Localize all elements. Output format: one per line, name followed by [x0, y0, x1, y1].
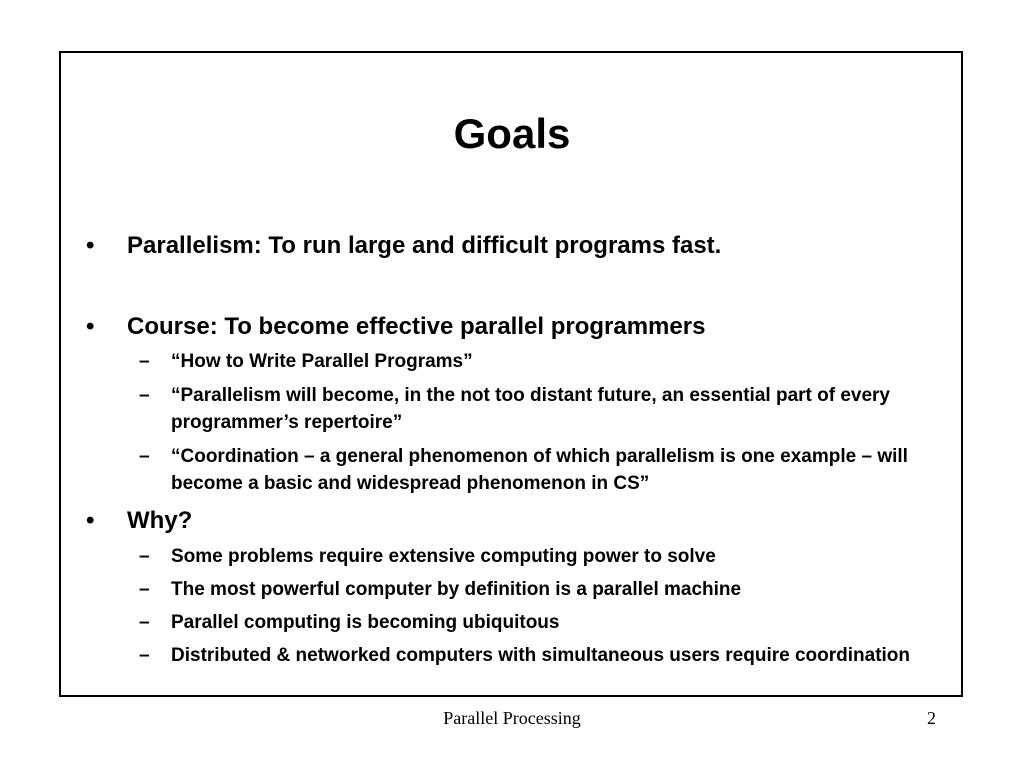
sub-item-ubiquitous: Parallel computing is becoming ubiquitous: [171, 612, 560, 633]
sub-marker: –: [139, 579, 150, 600]
bullet-course: Course: To become effective parallel programmers: [127, 313, 706, 340]
sub-marker: –: [139, 612, 150, 633]
footer-title: Parallel Processing: [443, 708, 581, 728]
sub-item-how-to-write: “How to Write Parallel Programs”: [171, 351, 473, 372]
sub-item-powerful-computer: The most powerful computer by definition is a parallel machine: [171, 579, 742, 600]
sub-marker: –: [139, 385, 150, 406]
sub-marker: –: [139, 446, 150, 467]
bullet-marker: •: [86, 313, 95, 340]
bullet-why: Why?: [127, 507, 193, 534]
sub-item-distributed: Distributed & networked computers with simultaneous users require coordination: [171, 645, 911, 666]
sub-item-parallelism-essential: “Parallelism will become, in the not too distant future, an essential part of every programmer’s repertoire”: [171, 385, 891, 433]
page-number: 2: [927, 708, 936, 728]
bullet-marker: •: [86, 507, 95, 534]
sub-marker: –: [139, 351, 150, 372]
sub-item-computing-power: Some problems require extensive computing power to solve: [171, 546, 716, 567]
slide-title: Goals: [453, 110, 571, 157]
sub-marker: –: [139, 645, 150, 666]
bullet-marker: •: [86, 232, 95, 259]
sub-item-coordination: “Coordination – a general phenomenon of which parallelism is one example – will become a basic and widespread phenomenon in CS”: [171, 446, 908, 494]
sub-marker: –: [139, 546, 150, 567]
bullet-parallelism: Parallelism: To run large and difficult programs fast.: [127, 232, 722, 259]
